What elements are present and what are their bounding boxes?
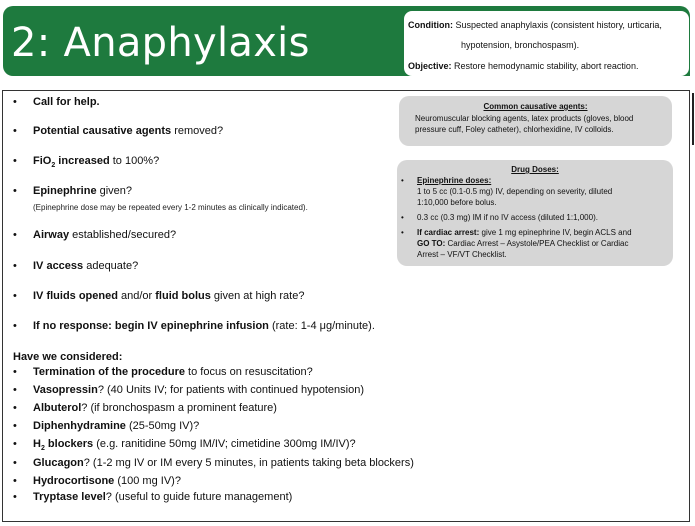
drug-doses-box <box>397 160 673 266</box>
im-dose-line: 0.3 cc (0.3 mg) IM if no IV access (diluted 1:1,000). <box>417 213 598 222</box>
item-bold: Vasopressin <box>33 384 98 396</box>
epinephrine-dose-heading: Epinephrine doses: <box>417 176 492 185</box>
item-text: (rate: 1-4 μg/minute). <box>268 320 375 332</box>
item-bold: Albuterol <box>33 402 82 414</box>
item-text: ? (useful to guide future management) <box>105 491 293 503</box>
bullet-icon: • <box>13 185 17 197</box>
bullet-icon: • <box>13 384 17 396</box>
item-text: given? <box>96 185 133 197</box>
bullet-icon: • <box>13 155 17 167</box>
bullet-icon: • <box>13 438 17 450</box>
drug-doses-heading: Drug Doses: <box>511 165 559 174</box>
bullet-icon: • <box>13 320 17 332</box>
bullet-icon: • <box>13 366 17 378</box>
title-banner <box>3 6 690 76</box>
item-text: and/or <box>117 290 156 302</box>
page-title: 2: Anaphylaxis <box>11 20 310 66</box>
item-text: established/secured? <box>69 229 177 241</box>
item-bold: Termination of the procedure <box>33 366 185 378</box>
condition-text-1: Suspected anaphylaxis (consistent history, urticaria, <box>455 20 662 30</box>
condition-label: Condition: <box>408 20 453 30</box>
item-bold: Tryptase level <box>33 491 106 503</box>
causative-line-1: Neuromuscular blocking agents, latex products (gloves, blood <box>415 114 634 123</box>
goto-label: GO TO: <box>417 239 446 248</box>
item-bold: Diphenhydramine <box>33 420 126 432</box>
causative-line-2: pressure cuff, Foley catheter), chlorhexidine, IV colloids. <box>415 125 614 134</box>
item-text: (100 mg IV)? <box>114 475 181 487</box>
item-text: (e.g. ranitidine 50mg IM/IV; cimetidine 300mg IM/IV)? <box>93 438 356 450</box>
bullet-icon: • <box>13 491 17 503</box>
item-bold: Hydrocortisone <box>33 475 115 487</box>
bullet-icon: • <box>13 96 17 108</box>
item-text: adequate? <box>83 260 139 272</box>
cardiac-arrest-line-1: give 1 mg epinephrine IV, begin ACLS and <box>479 228 632 237</box>
bullet-icon: • <box>13 125 17 137</box>
item-text: to focus on resuscitation? <box>184 366 313 378</box>
objective-text: Restore hemodynamic stability, abort reaction. <box>454 61 639 71</box>
bullet-icon: • <box>401 213 404 222</box>
item-text: ? (if bronchospasm a prominent feature) <box>81 402 277 414</box>
item-text: Call for help. <box>33 96 100 108</box>
side-divider <box>692 93 694 145</box>
causative-heading: Common causative agents: <box>483 102 588 111</box>
item-bold: Potential causative agents <box>33 125 172 137</box>
bullet-icon: • <box>13 229 17 241</box>
bullet-icon: • <box>401 176 404 185</box>
condition-text-2: hypotension, bronchospasm). <box>461 40 580 50</box>
item-bold: blockers <box>44 438 94 450</box>
item-note: (Epinephrine dose may be repeated every 1-2 minutes as clinically indicated). <box>33 203 308 212</box>
item-bold: IV fluids opened <box>33 290 118 302</box>
epinephrine-dose-line-2: 1:10,000 before bolus. <box>417 198 497 207</box>
bullet-icon: • <box>13 260 17 272</box>
bullet-icon: • <box>13 420 17 432</box>
cardiac-arrest-line-2: Cardiac Arrest – Asystole/PEA Checklist or Cardiac <box>445 239 629 248</box>
bullet-icon: • <box>13 475 17 487</box>
item-bold: IV access <box>33 260 84 272</box>
considered-heading: Have we considered: <box>13 351 123 363</box>
causative-agents-box <box>399 96 672 146</box>
objective-label: Objective: <box>408 61 452 71</box>
item-text: given at high rate? <box>210 290 305 302</box>
cardiac-arrest-line-3: Arrest – VF/VT Checklist. <box>417 250 507 259</box>
bullet-icon: • <box>13 402 17 414</box>
bullet-icon: • <box>13 457 17 469</box>
item-text: removed? <box>171 125 224 137</box>
item-subscript: 2 <box>51 162 56 170</box>
item-bold: If no response: begin IV epinephrine infusion <box>33 320 269 332</box>
checklist-panel <box>2 90 690 522</box>
item-bold: Epinephrine <box>33 185 97 197</box>
item-bold: FiO <box>33 155 52 167</box>
bullet-icon: • <box>13 290 17 302</box>
item-text: (25-50mg IV)? <box>125 420 200 432</box>
bullet-icon: • <box>401 228 404 237</box>
item-bold: fluid bolus <box>155 290 211 302</box>
cardiac-arrest-label: If cardiac arrest: <box>417 228 480 237</box>
item-bold: H <box>33 438 41 450</box>
item-text: ? (1-2 mg IV or IM every 5 minutes, in patients taking beta blockers) <box>83 457 414 469</box>
item-subscript: 2 <box>40 445 45 453</box>
item-bold: Airway <box>33 229 70 241</box>
item-bold: increased <box>55 155 110 167</box>
condition-box <box>404 11 689 76</box>
epinephrine-dose-line-1: 1 to 5 cc (0.1-0.5 mg) IV, depending on severity, diluted <box>417 187 613 196</box>
item-text: to 100%? <box>109 155 160 167</box>
item-bold: Glucagon <box>33 457 84 469</box>
item-text: ? (40 Units IV; for patients with continued hypotension) <box>97 384 365 396</box>
